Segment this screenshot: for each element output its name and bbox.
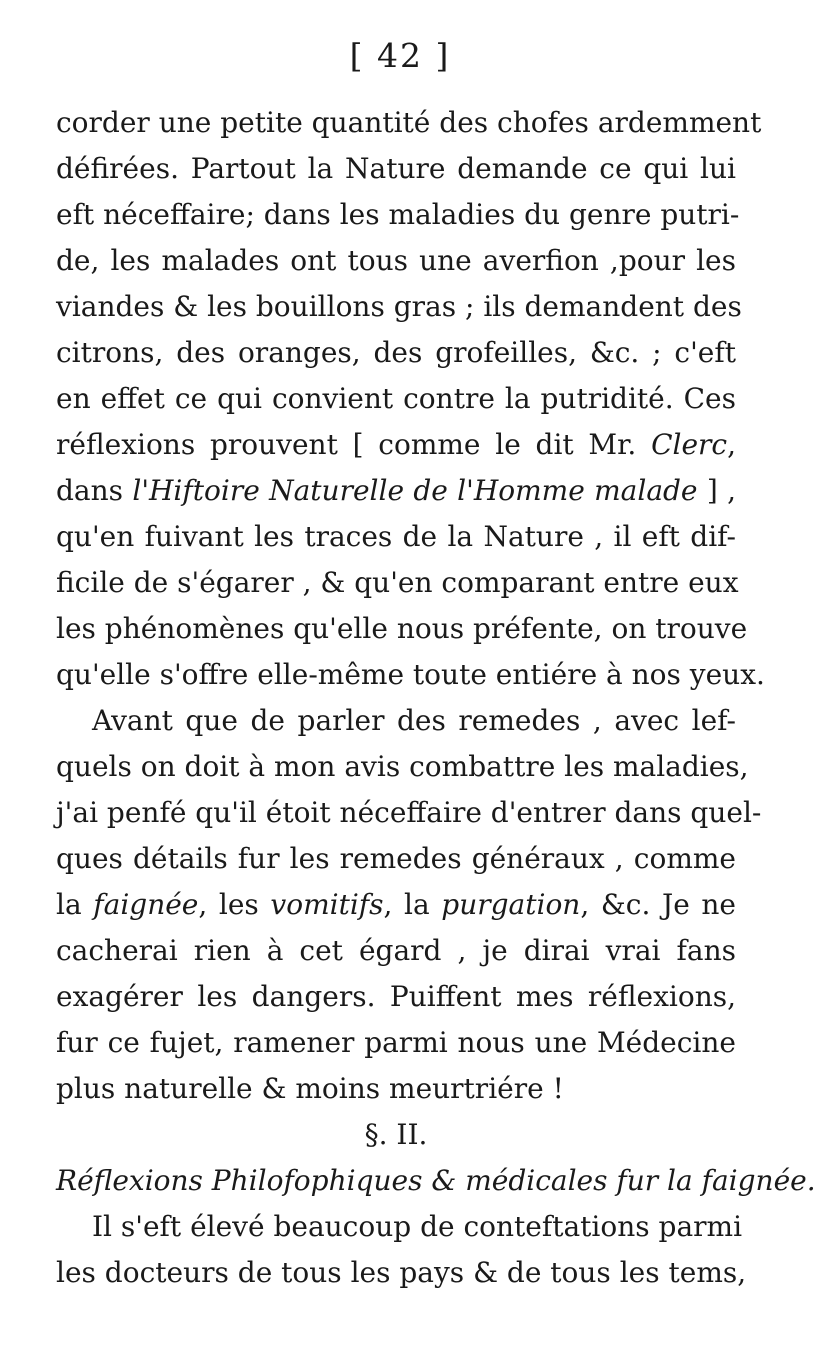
text-run: les docteurs de tous les pays & de tous les tems, [56, 1256, 747, 1289]
text-run: dans [56, 474, 133, 507]
text-run: Il s'eft élevé beaucoup de conteftations parmi [92, 1210, 743, 1243]
text-run: ques détails fur les remedes généraux , comme [56, 842, 736, 875]
text-line [56, 468, 736, 514]
text-line [56, 1158, 816, 1204]
text-run: , les [198, 888, 271, 921]
text-line [56, 100, 762, 146]
text-run: ficile de s'égarer , & qu'en comparant entre eux [56, 566, 739, 599]
text-run: Avant que de parler des remedes , avec lef- [92, 704, 736, 737]
text-line [56, 836, 736, 882]
text-run: réflexions prouvent [ comme le dit Mr. [56, 428, 652, 461]
text-line [56, 928, 736, 974]
text-run: §. II. [364, 1118, 428, 1151]
italic-text: vomitifs [270, 888, 384, 921]
text-line [56, 1020, 736, 1066]
text-line [56, 1066, 736, 1112]
text-line [56, 330, 736, 376]
text-run: quels on doit à mon avis combattre les maladies, [56, 750, 749, 783]
text-run: qu'elle s'offre elle-même toute entiére à nos yeux. [56, 658, 765, 691]
text-run: qu'en fuivant les traces de la Nature , il eft dif- [56, 520, 736, 553]
text-line [56, 560, 739, 606]
italic-text: Clerc [651, 428, 728, 461]
text-run: les phénomènes qu'elle nous préfente, on trouve [56, 612, 748, 645]
text-run: fur ce fujet, ramener parmi nous une Médecine [56, 1026, 736, 1059]
text-line [56, 974, 736, 1020]
text-run: eft néceffaire; dans les maladies du genre putri- [56, 198, 740, 231]
text-run: exagérer les dangers. Puiffent mes réflexions, [56, 980, 736, 1013]
text-run: viandes & les bouillons gras ; ils demandent des [56, 290, 742, 323]
italic-text: faignée [93, 888, 199, 921]
text-run: , [727, 428, 736, 461]
text-run: , &c. Je ne [580, 888, 736, 921]
text-run: j'ai penfé qu'il étoit néceffaire d'entrer dans quel- [56, 796, 762, 829]
text-line [56, 192, 740, 238]
text-line [56, 514, 736, 560]
italic-text: Réflexions Philofophiques & médicales fur la faignée. [56, 1164, 816, 1197]
text-run: ] , [697, 474, 737, 507]
text-line [56, 1250, 747, 1296]
text-line [56, 422, 736, 468]
text-run: corder une petite quantité des chofes ardemment [56, 106, 762, 139]
text-run: plus naturelle & moins meurtriére ! [56, 1072, 564, 1105]
text-run: cacherai rien à cet égard , je dirai vrai fans [56, 934, 736, 967]
text-line [56, 376, 736, 422]
text-run: la [56, 888, 94, 921]
text-line [56, 652, 765, 698]
text-line [56, 1204, 743, 1250]
italic-text: l'Hiftoire Naturelle de l'Homme malade [132, 474, 698, 507]
text-line [56, 238, 736, 284]
text-line [56, 606, 748, 652]
text-run: citrons, des oranges, des grofeilles, &c. ; c'eft [56, 336, 736, 369]
italic-text: purgation [441, 888, 581, 921]
text-line [56, 882, 736, 928]
text-line [56, 698, 736, 744]
text-line [56, 284, 742, 330]
text-run: défirées. Partout la Nature demande ce qui lui [56, 152, 736, 185]
page-number: [ 42 ] [349, 36, 451, 75]
section-number [56, 1112, 736, 1158]
text-line [56, 744, 749, 790]
text-line [56, 790, 762, 836]
text-line [56, 146, 736, 192]
text-run: en effet ce qui convient contre la putridité. Ces [56, 382, 736, 415]
text-run: de, les malades ont tous une averfion ,pour les [56, 244, 736, 277]
text-run: , la [383, 888, 442, 921]
